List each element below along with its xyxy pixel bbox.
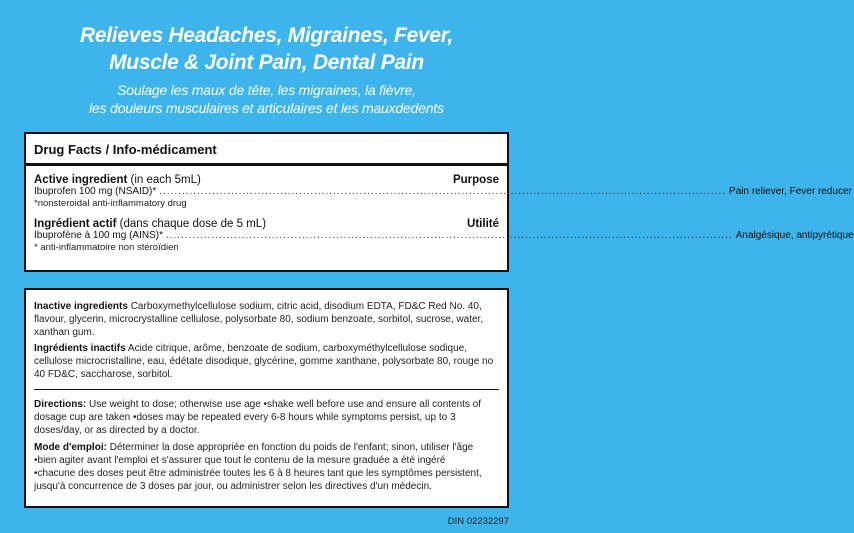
purpose-value-en: Pain reliever, Fever reducer: [729, 186, 852, 197]
subhead-line-2: les douleurs musculaires et articulaires et les mauxdedents: [89, 100, 444, 116]
inactive-ingredients-en: [26, 300, 507, 339]
subhead-line-1: Soulage les maux de tête, les migraines, la fièvre,: [117, 82, 416, 98]
inactive-ingredients-en-label: Inactive ingredients: [34, 301, 128, 312]
purpose-value-fr: Analgésique, antipyrétique: [735, 230, 854, 241]
active-ingredient-fr: [26, 218, 854, 254]
active-ingredient-label: Active ingredient: [34, 174, 128, 186]
ingredients-directions-panel: [24, 288, 509, 508]
inactive-ingredients-fr-text: Acide citrique, arôme, benzoate de sodium, carboxyméthylcellulose sodique, cellulose microcristalline, eau, édétate disodique, glycérine, gomme xanthane, polysorbate 80, rouge no 40 FD&C, saccharose, sorbitol.: [34, 343, 494, 380]
footnote-fr: * anti-inflammatoire non stéroïdien: [34, 242, 179, 253]
ingredient-line-en: [34, 186, 852, 198]
ingredient-line-fr: [34, 230, 854, 242]
ingredient-actif-label: Ingrédient actif: [34, 218, 117, 230]
active-ingredient-en-heading: [34, 174, 499, 186]
headline-line-1: Relieves Headaches, Migraines, Fever,: [80, 24, 453, 47]
drug-facts-panel: [24, 132, 854, 272]
directions-en-label: Directions:: [34, 399, 87, 410]
directions-fr: [26, 441, 507, 454]
active-ingredient-fr-heading: [34, 218, 499, 230]
divider: [34, 389, 499, 390]
purpose-label: Purpose: [452, 174, 499, 186]
directions-en: [26, 398, 507, 437]
headline-line-2: Muscle & Joint Pain, Dental Pain: [109, 51, 424, 74]
directions-fr-bullet-2: •chacune des doses peut être administrée toutes les 6 à 8 heures tant que les symptômes persistent, jusqu'à concurrence de 3 doses par jour, ou administrer selon les directives d'un médecin.: [34, 468, 482, 492]
ingredient-name-en: Ibuprofen 100 mg (NSAID)*: [34, 186, 157, 197]
ingredient-actif-qualifier: (dans chaque dose de 5 mL): [116, 218, 267, 230]
ingredient-name-fr: Ibuprofène à 100 mg (AINS)*: [34, 230, 163, 241]
active-ingredient-en: [26, 174, 852, 210]
inactive-ingredients-fr-label: Ingrédients inactifs: [34, 343, 126, 354]
directions-fr-bullet-1: •bien agiter avant l'emploi et s'assurer que tout le contenu de la mesure graduée a été ingéré: [34, 455, 446, 466]
headline: [0, 22, 533, 76]
dot-leader: ......................................................................................................................................................: [165, 230, 733, 241]
inactive-ingredients-en-text: Carboxymethylcellulose sodium, citric acid, disodium EDTA, FD&C Red No. 40, flavour, glycerin, microcrystalline cellulose, polysorbate 80, sodium benzoate, sorbitol, sucrose, water, xanthan gum.: [34, 301, 484, 338]
directions-fr-label: Mode d'emploi:: [34, 442, 107, 453]
din-number: DIN 02232297: [447, 516, 509, 527]
active-ingredient-qualifier: (in each 5mL): [127, 174, 201, 186]
directions-en-text: Use weight to dose; otherwise use age •shake well before use and ensure all contents of dosage cup are taken •doses may be repeated every 6-8 hours while symptoms persist, up to 3 doses/day, or as directed by a doctor.: [34, 399, 482, 436]
footnote-en: *nonsteroidal anti-inflammatory drug: [34, 198, 187, 209]
dot-leader: ......................................................................................................................................................: [159, 186, 727, 197]
subhead-french: [0, 81, 533, 117]
directions-fr-text-1: Déterminer la dose appropriée en fonction du poids de l'enfant; sinon, utiliser l'âge: [106, 442, 474, 453]
drug-facts-title: Drug Facts / Info-médicament: [26, 134, 507, 166]
inactive-ingredients-fr: [26, 342, 507, 381]
utilite-label: Utilité: [467, 218, 499, 230]
